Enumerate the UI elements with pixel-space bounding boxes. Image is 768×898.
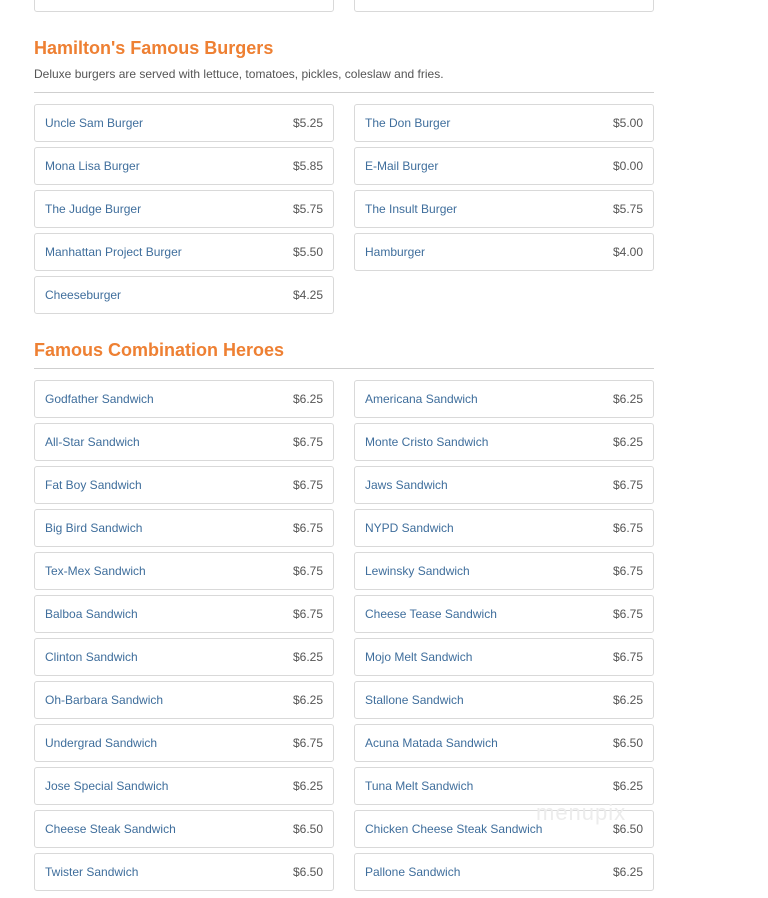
menu-item-price: $6.50 bbox=[292, 865, 323, 879]
section-title-burgers: Hamilton's Famous Burgers bbox=[34, 38, 274, 58]
menu-item-card[interactable] bbox=[354, 104, 654, 142]
menu-item-price: $6.75 bbox=[612, 478, 643, 492]
menu-item-price: $6.50 bbox=[292, 822, 323, 836]
menu-item-name[interactable]: Clinton Sandwich bbox=[45, 650, 138, 664]
menu-item-name[interactable]: NYPD Sandwich bbox=[365, 521, 454, 535]
menu-item-name[interactable]: E-Mail Burger bbox=[365, 159, 439, 173]
menu-item-card[interactable] bbox=[34, 147, 334, 185]
menu-item-name[interactable]: All-Star Sandwich bbox=[45, 435, 140, 449]
menu-item-name[interactable]: Twister Sandwich bbox=[45, 865, 139, 879]
menu-item-price: $6.25 bbox=[292, 650, 323, 664]
menu-item-name[interactable]: Balboa Sandwich bbox=[45, 607, 138, 621]
menu-item-price: $5.25 bbox=[292, 116, 323, 130]
menu-item-name[interactable]: Jaws Sandwich bbox=[365, 478, 448, 492]
menu-item-name[interactable]: Undergrad Sandwich bbox=[45, 736, 158, 750]
menu-item-name[interactable]: The Judge Burger bbox=[45, 202, 142, 216]
menu-item-card[interactable] bbox=[354, 233, 654, 271]
menu-item-price: $4.25 bbox=[292, 288, 323, 302]
menu-item-price: $5.75 bbox=[612, 202, 643, 216]
menu-item-card[interactable] bbox=[34, 810, 334, 848]
menu-item-name[interactable]: Lewinsky Sandwich bbox=[365, 564, 470, 578]
menu-item-price: $6.25 bbox=[612, 693, 643, 707]
menu-item-price: $6.25 bbox=[292, 693, 323, 707]
menu-item-price: $6.50 bbox=[612, 736, 643, 750]
menu-item-card[interactable] bbox=[354, 853, 654, 891]
menu-item-price: $5.75 bbox=[292, 202, 323, 216]
section-divider bbox=[34, 368, 654, 369]
menu-item-card[interactable] bbox=[354, 552, 654, 590]
menu-item-card[interactable] bbox=[354, 190, 654, 228]
menu-item-card[interactable] bbox=[354, 509, 654, 547]
menu-item-name[interactable]: Cheeseburger bbox=[45, 288, 122, 302]
menu-item-name[interactable]: Stallone Sandwich bbox=[365, 693, 464, 707]
section-description-burgers: Deluxe burgers are served with lettuce, tomatoes, pickles, coleslaw and fries. bbox=[34, 67, 444, 81]
menu-item-card[interactable] bbox=[34, 552, 334, 590]
menu-item-price: $6.75 bbox=[292, 736, 323, 750]
menu-item-name[interactable]: Mojo Melt Sandwich bbox=[365, 650, 473, 664]
watermark: menupix bbox=[536, 800, 627, 825]
menu-item-card[interactable] bbox=[34, 466, 334, 504]
menu-item-price: $6.75 bbox=[292, 478, 323, 492]
menu-item-name[interactable]: Godfather Sandwich bbox=[45, 392, 154, 406]
menu-item-card[interactable] bbox=[354, 724, 654, 762]
menu-item-card[interactable] bbox=[34, 423, 334, 461]
menu-item-price: $6.25 bbox=[612, 392, 643, 406]
menu-item-name[interactable]: Monte Cristo Sandwich bbox=[365, 435, 489, 449]
menu-item-name[interactable]: Americana Sandwich bbox=[365, 392, 478, 406]
menu-item-name[interactable]: Hamburger bbox=[365, 245, 426, 259]
menu-item-name[interactable]: Tuna Melt Sandwich bbox=[365, 779, 474, 793]
menu-item-card[interactable] bbox=[34, 767, 334, 805]
menu-item-name[interactable]: Cheese Steak Sandwich bbox=[45, 822, 176, 836]
menu-item-card[interactable] bbox=[354, 466, 654, 504]
menu-item-price: $5.85 bbox=[292, 159, 323, 173]
menu-item-card[interactable] bbox=[354, 681, 654, 719]
menu-item-name[interactable]: The Don Burger bbox=[365, 116, 451, 130]
menu-item-name[interactable]: The Insult Burger bbox=[365, 202, 458, 216]
section-divider bbox=[34, 92, 654, 93]
menu-item-price: $6.75 bbox=[292, 607, 323, 621]
menu-item-name[interactable]: Pallone Sandwich bbox=[365, 865, 461, 879]
menu-item-name[interactable]: Chicken Cheese Steak Sandwich bbox=[365, 822, 543, 836]
menu-item-name[interactable]: Manhattan Project Burger bbox=[45, 245, 182, 259]
menu-item-price: $6.75 bbox=[612, 564, 643, 578]
menu-item-name[interactable]: Acuna Matada Sandwich bbox=[365, 736, 498, 750]
menu-item-price: $6.75 bbox=[612, 521, 643, 535]
menu-item-name[interactable]: Tex-Mex Sandwich bbox=[45, 564, 146, 578]
menu-item-price: $6.25 bbox=[612, 779, 643, 793]
menu-item-name[interactable]: Jose Special Sandwich bbox=[45, 779, 169, 793]
menu-item-price: $6.25 bbox=[292, 392, 323, 406]
menu-item-price: $6.25 bbox=[292, 779, 323, 793]
menu-item-name[interactable]: Mona Lisa Burger bbox=[45, 159, 140, 173]
menu-item-card[interactable] bbox=[34, 190, 334, 228]
menu-item-card-partial[interactable] bbox=[354, 0, 654, 12]
menu-item-price: $5.00 bbox=[612, 116, 643, 130]
menu-item-card[interactable] bbox=[34, 380, 334, 418]
menu-item-card[interactable] bbox=[34, 853, 334, 891]
menu-item-price: $4.00 bbox=[612, 245, 643, 259]
menu-item-name[interactable]: Oh-Barbara Sandwich bbox=[45, 693, 164, 707]
menu-item-price: $6.75 bbox=[612, 650, 643, 664]
menu-item-card[interactable] bbox=[34, 233, 334, 271]
menu-item-price: $6.75 bbox=[292, 521, 323, 535]
menu-item-price: $6.50 bbox=[612, 822, 643, 836]
menu-item-card[interactable] bbox=[34, 276, 334, 314]
menu-item-card[interactable] bbox=[354, 147, 654, 185]
menu-item-card[interactable] bbox=[354, 380, 654, 418]
menu-item-card[interactable] bbox=[34, 638, 334, 676]
menu-item-price: $6.25 bbox=[612, 865, 643, 879]
menu-item-card[interactable] bbox=[34, 724, 334, 762]
menu-item-price: $6.25 bbox=[612, 435, 643, 449]
menu-item-price: $6.75 bbox=[292, 435, 323, 449]
menu-item-name[interactable]: Fat Boy Sandwich bbox=[45, 478, 142, 492]
menu-item-card[interactable] bbox=[34, 595, 334, 633]
menu-item-card[interactable] bbox=[354, 423, 654, 461]
menu-item-card-partial[interactable] bbox=[34, 0, 334, 12]
menu-item-price: $6.75 bbox=[612, 607, 643, 621]
menu-item-card[interactable] bbox=[354, 638, 654, 676]
section-title-heroes: Famous Combination Heroes bbox=[34, 340, 285, 360]
menu-item-price: $0.00 bbox=[612, 159, 643, 173]
menu-item-name[interactable]: Cheese Tease Sandwich bbox=[365, 607, 497, 621]
menu-item-name[interactable]: Big Bird Sandwich bbox=[45, 521, 143, 535]
menu-item-card[interactable] bbox=[34, 104, 334, 142]
menu-item-price: $6.75 bbox=[292, 564, 323, 578]
menu-item-price: $5.50 bbox=[292, 245, 323, 259]
menu-item-card[interactable] bbox=[34, 509, 334, 547]
menu-item-card[interactable] bbox=[34, 681, 334, 719]
menu-item-card[interactable] bbox=[354, 595, 654, 633]
menu-item-name[interactable]: Uncle Sam Burger bbox=[45, 116, 144, 130]
